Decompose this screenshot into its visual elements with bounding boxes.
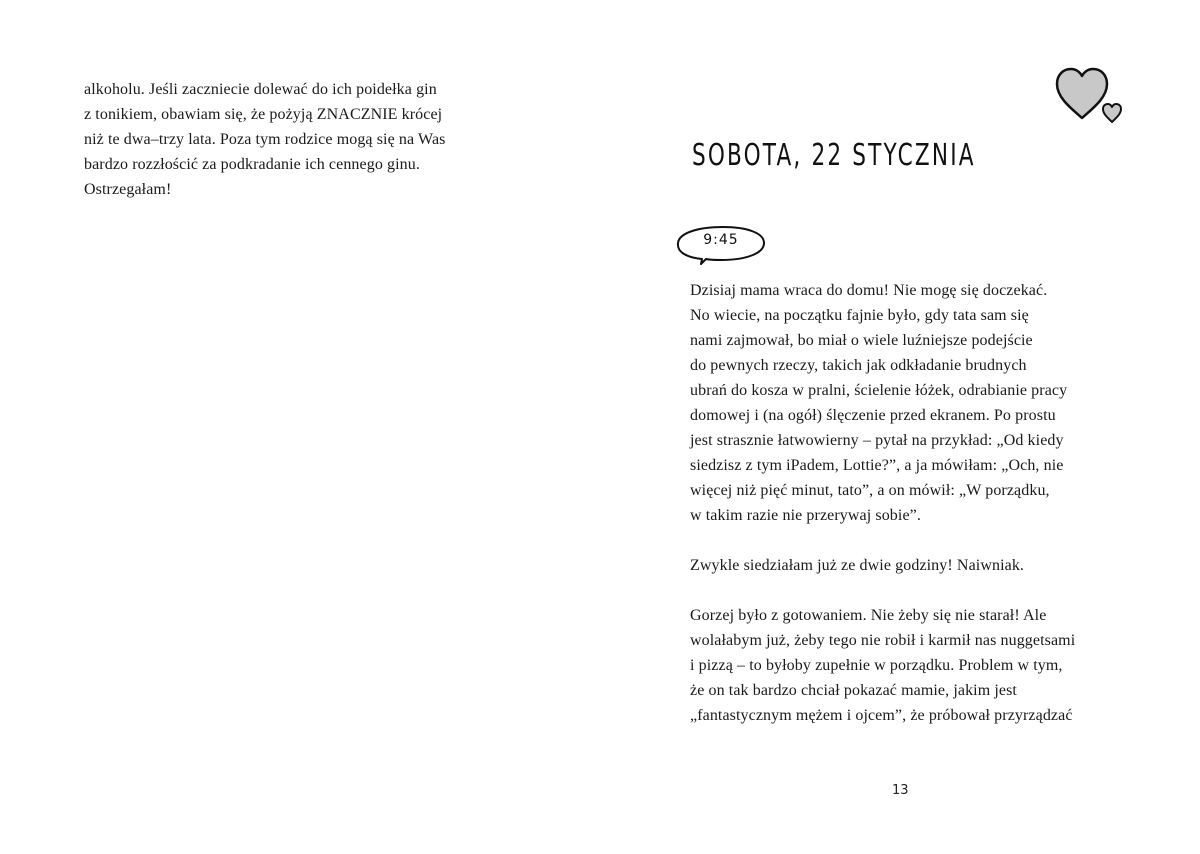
text-line: ubrań do kosza w pralni, ścielenie łóżek, odrabianie pracy <box>690 382 1068 399</box>
text-line: Dzisiaj mama wraca do domu! Nie mogę się doczekać. <box>690 282 1048 299</box>
day-heading: SOBOTA, 22 STYCZNIA <box>692 138 976 173</box>
text-line: siedzisz z tym iPadem, Lottie?”, a ja mówiłam: „Och, nie <box>690 457 1064 474</box>
page-number: 13 <box>892 783 909 798</box>
text-line: więcej niż pięć minut, tato”, a on mówił: „W porządku, <box>690 482 1050 499</box>
text-line: „fantastycznym mężem i ojcem”, że próbował przyrządzać <box>690 707 1073 724</box>
paragraph <box>690 553 1130 578</box>
text-line: w takim razie nie przerywaj sobie”. <box>690 507 921 524</box>
left-page-text <box>84 77 504 202</box>
text-line: wolałabym już, żeby tego nie robił i karmił nas nuggetsami <box>690 632 1076 649</box>
text-line: niż te dwa–trzy lata. Poza tym rodzice mogą się na Was <box>84 131 446 148</box>
text-line: No wiecie, na początku fajnie było, gdy tata sam się <box>690 307 1029 324</box>
text-line: do pewnych rzeczy, takich jak odkładanie brudnych <box>690 357 1027 374</box>
text-line: jest strasznie łatwowierny – pytał na przykład: „Od kiedy <box>690 432 1064 449</box>
time-label: 9:45 <box>703 232 739 248</box>
small-heart-icon <box>1103 104 1121 122</box>
text-line: że on tak bardzo chciał pokazać mamie, jakim jest <box>690 682 1017 699</box>
text-line: i pizzą – to byłoby zupełnie w porządku. Problem w tym, <box>690 657 1063 674</box>
text-line: z tonikiem, obawiam się, że pożyją ZNACZNIE krócej <box>84 106 443 123</box>
text-line: alkoholu. Jeśli zaczniecie dolewać do ich poidełka gin <box>84 81 437 98</box>
text-line: nami zajmował, bo miał o wiele luźniejsze podejście <box>690 332 1033 349</box>
text-line: bardzo rozzłościć za podkradanie ich cennego ginu. <box>84 156 420 173</box>
text-line: Gorzej było z gotowaniem. Nie żeby się nie starał! Ale <box>690 607 1047 624</box>
hearts-icon <box>1054 64 1126 126</box>
right-page <box>600 0 1200 854</box>
paragraph <box>690 278 1130 528</box>
text-line: domowej i (na ogół) ślęczenie przed ekranem. Po prostu <box>690 407 1056 424</box>
text-line: Zwykle siedziałam już ze dwie godziny! Naiwniak. <box>690 557 1025 574</box>
paragraph <box>690 603 1130 728</box>
time-bubble <box>674 222 768 266</box>
large-heart-icon <box>1057 69 1107 118</box>
right-page-text <box>690 278 1130 753</box>
text-line: Ostrzegałam! <box>84 181 172 198</box>
